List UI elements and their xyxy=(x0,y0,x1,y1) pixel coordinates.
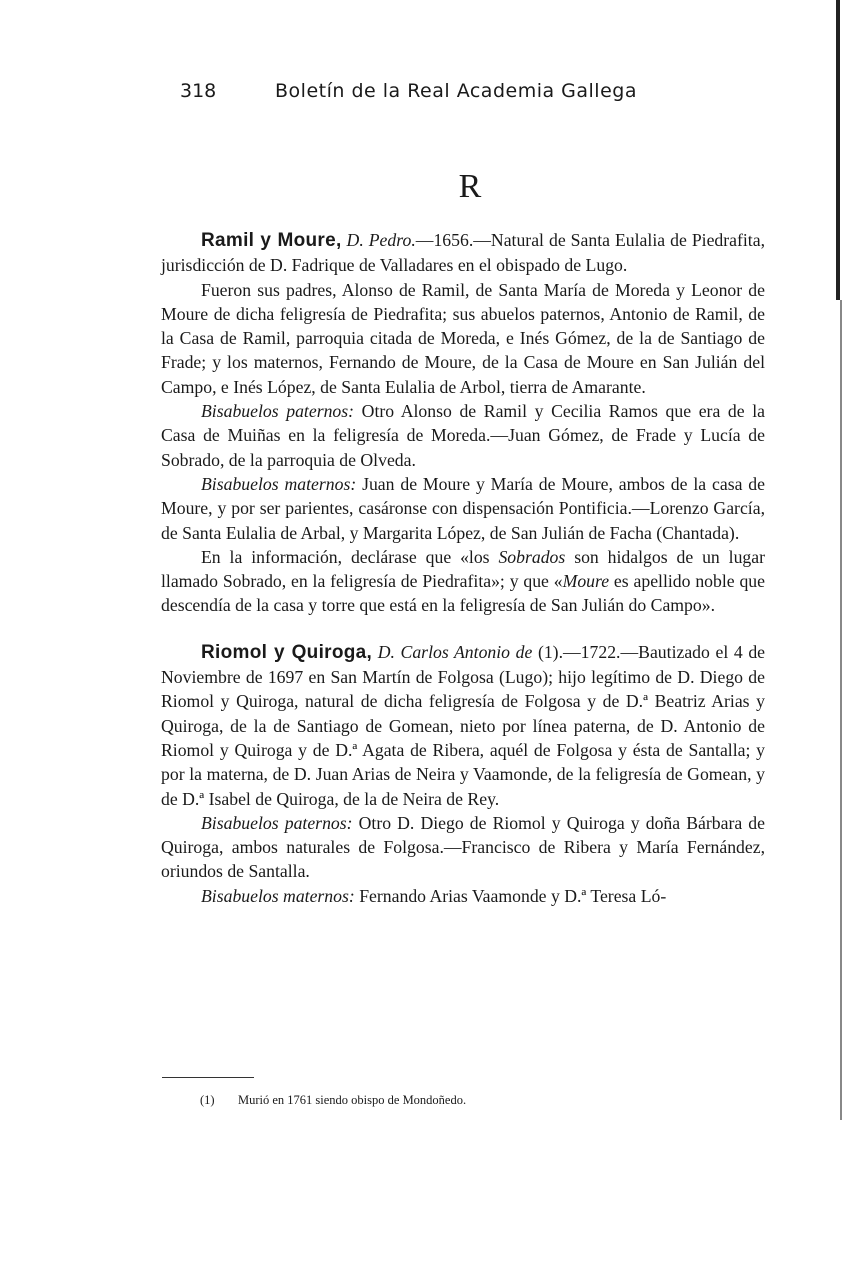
paragraph-text: son hidalgos de un lugar llamado Sobrado, en la feligresía de Piedrafita»; y que « xyxy=(161,546,765,592)
footnote-rule xyxy=(162,1077,254,1078)
paragraph-label: Bisabuelos paternos: xyxy=(201,401,355,422)
entry-ramil-heading-paragraph xyxy=(161,228,765,278)
entry-separator xyxy=(161,618,765,640)
entries-body xyxy=(161,228,765,908)
running-title: Boletín de la Real Academia Gallega xyxy=(275,80,637,102)
entry-paragraph xyxy=(161,545,765,618)
entry-riomol-heading-paragraph xyxy=(161,640,765,811)
entry-paragraph xyxy=(161,811,765,884)
page-header xyxy=(180,80,660,102)
entry-given-name: D. Carlos Antonio de xyxy=(377,641,533,662)
paragraph-label: Bisabuelos paternos: xyxy=(201,812,353,833)
paragraph-text: Otro Alonso de Ramil y Cecilia Ramos que era de la Casa de Muiñas en la feligresía de Moreda.—Juan Gómez, de Frade y Lucía de Sobrado, de la parroquia de Olveda. xyxy=(161,401,765,470)
paragraph-text: es apellido noble que descendía de la casa y torre que está en la feligresía de San Julián do Campo». xyxy=(161,571,765,616)
entry-paragraph xyxy=(161,472,765,545)
page-edge-shadow xyxy=(840,300,842,1120)
paragraph-text: Otro D. Diego de Riomol y Quiroga y doña Bárbara de Quiroga, ambos naturales de Folgosa.—Francisco de Ribera y María Fernández, oriundos de Santalla. xyxy=(161,812,765,882)
section-letter: R xyxy=(458,168,482,205)
paragraph-label: Bisabuelos maternos: xyxy=(201,473,357,494)
entry-paragraph xyxy=(161,884,765,908)
paragraph-text: En la información, declárase que «los xyxy=(201,546,499,567)
paragraph-text: Juan de Moure y María de Moure, ambos de la casa de Moure, y por ser parientes, casáronse con dispensación Pontificia.—Lorenzo García, de Santa Eulalia de Arbal, y Margarita López, de San Julián de Facha (Chantada). xyxy=(161,473,765,543)
page-number: 318 xyxy=(180,80,217,102)
footnote-mark: (1) xyxy=(200,1093,215,1107)
paragraph-label: Bisabuelos maternos: xyxy=(201,885,355,906)
entry-text: (1).—1722.—Bautizado el 4 de Noviembre de 1697 en San Martín de Folgosa (Lugo); hijo legítimo de D. Diego de Riomol y Quiroga, natural de dicha feligresía de Folgosa y de D.ª Beatriz Arias y Quiroga, de la de Santiago de Gomean, nieto por línea paterna, de D. Antonio de Riomol y Quiroga y de D.ª Agata de Ribera, aquél de Folgosa y ésta de Santalla; y por la materna, de D. Juan Arias de Neira y Vaamonde, de la feligresía de Gomean, y de D.ª Isabel de Quiroga, de la de Neira de Rey. xyxy=(161,641,766,809)
entry-name: Ramil y Moure, xyxy=(201,230,342,251)
italic-term: Sobrados xyxy=(498,546,566,567)
entry-name: Riomol y Quiroga, xyxy=(201,641,373,663)
paragraph-text: Fernando Arias Vaamonde y D.ª Teresa Ló- xyxy=(354,885,667,906)
entry-text: —1656.—Natural de Santa Eulalia de Piedrafita, jurisdicción de D. Fadrique de Valladares en el obispado de Lugo. xyxy=(161,230,765,276)
footnote xyxy=(200,1093,760,1108)
page-edge-mark xyxy=(836,0,840,300)
entry-paragraph xyxy=(161,399,765,472)
footnote-text: Murió en 1761 siendo obispo de Mondoñedo. xyxy=(238,1093,467,1107)
entry-paragraph: Fueron sus padres, Alonso de Ramil, de Santa María de Moreda y Leonor de Moure de dicha feligresía de Piedrafita; sus abuelos paternos, Antonio de Ramil, de la Casa de Ramil, parroquia citada de Moreda, e Inés Gómez, de la de Santiago de Frade; y los maternos, Fernando de Moure, de la Casa de Moure en San Julián del Campo, e Inés López, de Santa Eulalia de Arbol, tierra de Amarante. xyxy=(161,279,765,397)
entry-given-name: D. Pedro. xyxy=(346,230,416,250)
italic-term: Moure xyxy=(562,571,610,592)
